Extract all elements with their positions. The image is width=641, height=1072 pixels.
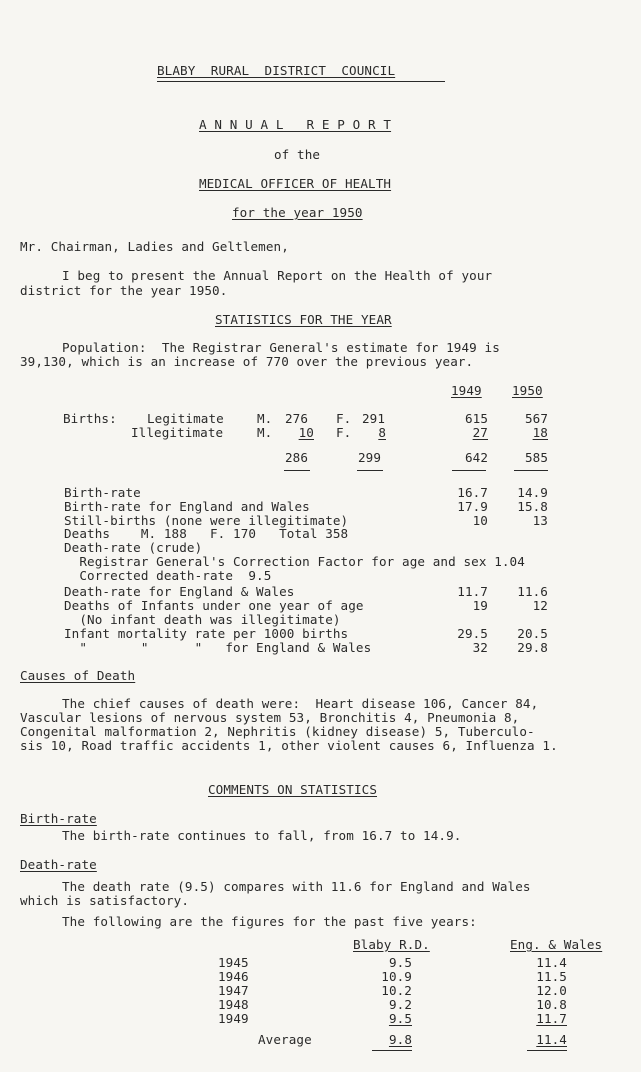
stat-row-label: Death-rate (crude) [64,540,203,555]
stat-row-label: Registrar General's Correction Factor for age and sex 1.04 [64,554,525,569]
causes-line-1: The chief causes of death were: Heart disease 106, Cancer 84, [62,696,539,711]
stat-row-1949: 10 [472,513,488,528]
table-row-year: 1947 [218,983,249,998]
intro-line-1: I beg to present the Annual Report on the Health of your [62,268,493,283]
total-f-rule [357,470,383,471]
causes-line-3: Congenital malformation 2, Nephritis (kidney disease) 5, Tuberculo- [20,724,535,739]
report-year: for the year 1950 [232,205,363,220]
stat-row-label: Still-births (none were illegitimate) [64,513,349,528]
stat-row-label: Deaths M. 188 F. 170 Total 358 [64,526,349,541]
stat-row-1950: 13 [532,513,548,528]
population-line-2: 39,130, which is an increase of 770 over the previous year. [20,354,474,369]
legit-1949: 615 [464,411,488,426]
table-row-year: 1948 [218,997,249,1012]
stat-row-1949: 29.5 [457,626,488,641]
table-row-eng: 11.4 [536,955,567,970]
causes-line-2: Vascular lesions of nervous system 53, Bronchitis 4, Pneumonia 8, [20,710,520,725]
illegit-m-label: M. [257,425,273,440]
officer-title: MEDICAL OFFICER OF HEALTH [199,176,392,191]
total-1949: 642 [464,450,488,465]
stat-row-1949: 11.7 [457,584,488,599]
stat-row-label: (No infant death was illegitimate) [64,612,341,627]
illegit-f: 8 [378,425,386,440]
table-row-blaby: 9.2 [388,997,412,1012]
birth-rate-heading: Birth-rate [20,811,97,826]
table-row-eng: 11.7 [536,1011,567,1026]
legit-1950: 567 [524,411,548,426]
average-label: Average [258,1032,312,1047]
average-eng-rule [527,1050,567,1051]
illegit-m: 10 [298,425,314,440]
stat-row-1950: 20.5 [517,626,548,641]
total-m-rule [284,470,310,471]
average-eng: 11.4 [536,1032,567,1047]
birth-rate-text: The birth-rate continues to fall, from 16.7 to 14.9. [62,828,462,843]
death-rate-line-2: which is satisfactory. [20,893,190,908]
legitimate-label: Legitimate [147,411,224,426]
council-double-rule [157,81,445,82]
table-row-blaby: 10.9 [381,969,412,984]
death-rate-heading: Death-rate [20,857,97,872]
intro-line-2: district for the year 1950. [20,283,228,298]
stat-row-1950: 29.8 [517,640,548,655]
salutation: Mr. Chairman, Ladies and Geltlemen, [20,239,289,254]
illegit-f-label: F. [336,425,352,440]
legit-m-label: M. [257,411,273,426]
stat-row-label: Corrected death-rate 9.5 [64,568,272,583]
table-row-eng: 12.0 [536,983,567,998]
total-m: 286 [285,450,309,465]
total-1949-rule [452,470,486,471]
stat-row-label: Infant mortality rate per 1000 births [64,626,349,641]
stat-row-label: Birth-rate [64,485,141,500]
col-blaby: Blaby R.D. [353,937,430,952]
illegit-1949: 27 [472,425,488,440]
population-line-1: Population: The Registrar General's estimate for 1949 is [62,340,500,355]
stat-row-1950: 12 [532,598,548,613]
table-row-blaby: 9.5 [388,955,412,970]
total-f: 299 [358,450,382,465]
report-title: A N N U A L R E P O R T [199,117,392,132]
table-row-eng: 10.8 [536,997,567,1012]
total-1950-rule [514,470,548,471]
table-row-blaby: 9.5 [388,1011,412,1026]
statistics-heading: STATISTICS FOR THE YEAR [215,312,392,327]
stat-row-label: Death-rate for England & Wales [64,584,295,599]
illegit-1950: 18 [532,425,548,440]
average-blaby-rule [372,1050,412,1051]
legit-f-label: F. [336,411,352,426]
five-years-intro: The following are the figures for the past five years: [62,914,477,929]
table-row-eng: 11.5 [536,969,567,984]
col-eng-wales: Eng. & Wales [510,937,603,952]
comments-heading: COMMENTS ON STATISTICS [208,782,378,797]
table-row-year: 1946 [218,969,249,984]
of-the: of the [274,147,321,162]
col-1949: 1949 [451,383,482,398]
stat-row-1949: 16.7 [457,485,488,500]
stat-row-label: " " " for England & Wales [64,640,372,655]
legit-m: 276 [285,411,309,426]
stat-row-label: Deaths of Infants under one year of age [64,598,364,613]
stat-row-label: Birth-rate for England and Wales [64,499,310,514]
stat-row-1949: 17.9 [457,499,488,514]
illegitimate-label: Illegitimate [131,425,224,440]
col-1950: 1950 [512,383,543,398]
stat-row-1950: 11.6 [517,584,548,599]
births-label: Births: [63,411,117,426]
stat-row-1950: 14.9 [517,485,548,500]
causes-line-4: sis 10, Road traffic accidents 1, other violent causes 6, Influenza 1. [20,738,558,753]
table-row-blaby: 10.2 [381,983,412,998]
legit-f: 291 [362,411,386,426]
table-row-year: 1945 [218,955,249,970]
causes-heading: Causes of Death [20,668,136,683]
average-blaby: 9.8 [388,1032,412,1047]
council-heading: BLABY RURAL DISTRICT COUNCIL [157,63,396,78]
total-1950: 585 [524,450,548,465]
table-row-year: 1949 [218,1011,249,1026]
stat-row-1949: 19 [472,598,488,613]
death-rate-line-1: The death rate (9.5) compares with 11.6 for England and Wales [62,879,531,894]
stat-row-1949: 32 [472,640,488,655]
stat-row-1950: 15.8 [517,499,548,514]
